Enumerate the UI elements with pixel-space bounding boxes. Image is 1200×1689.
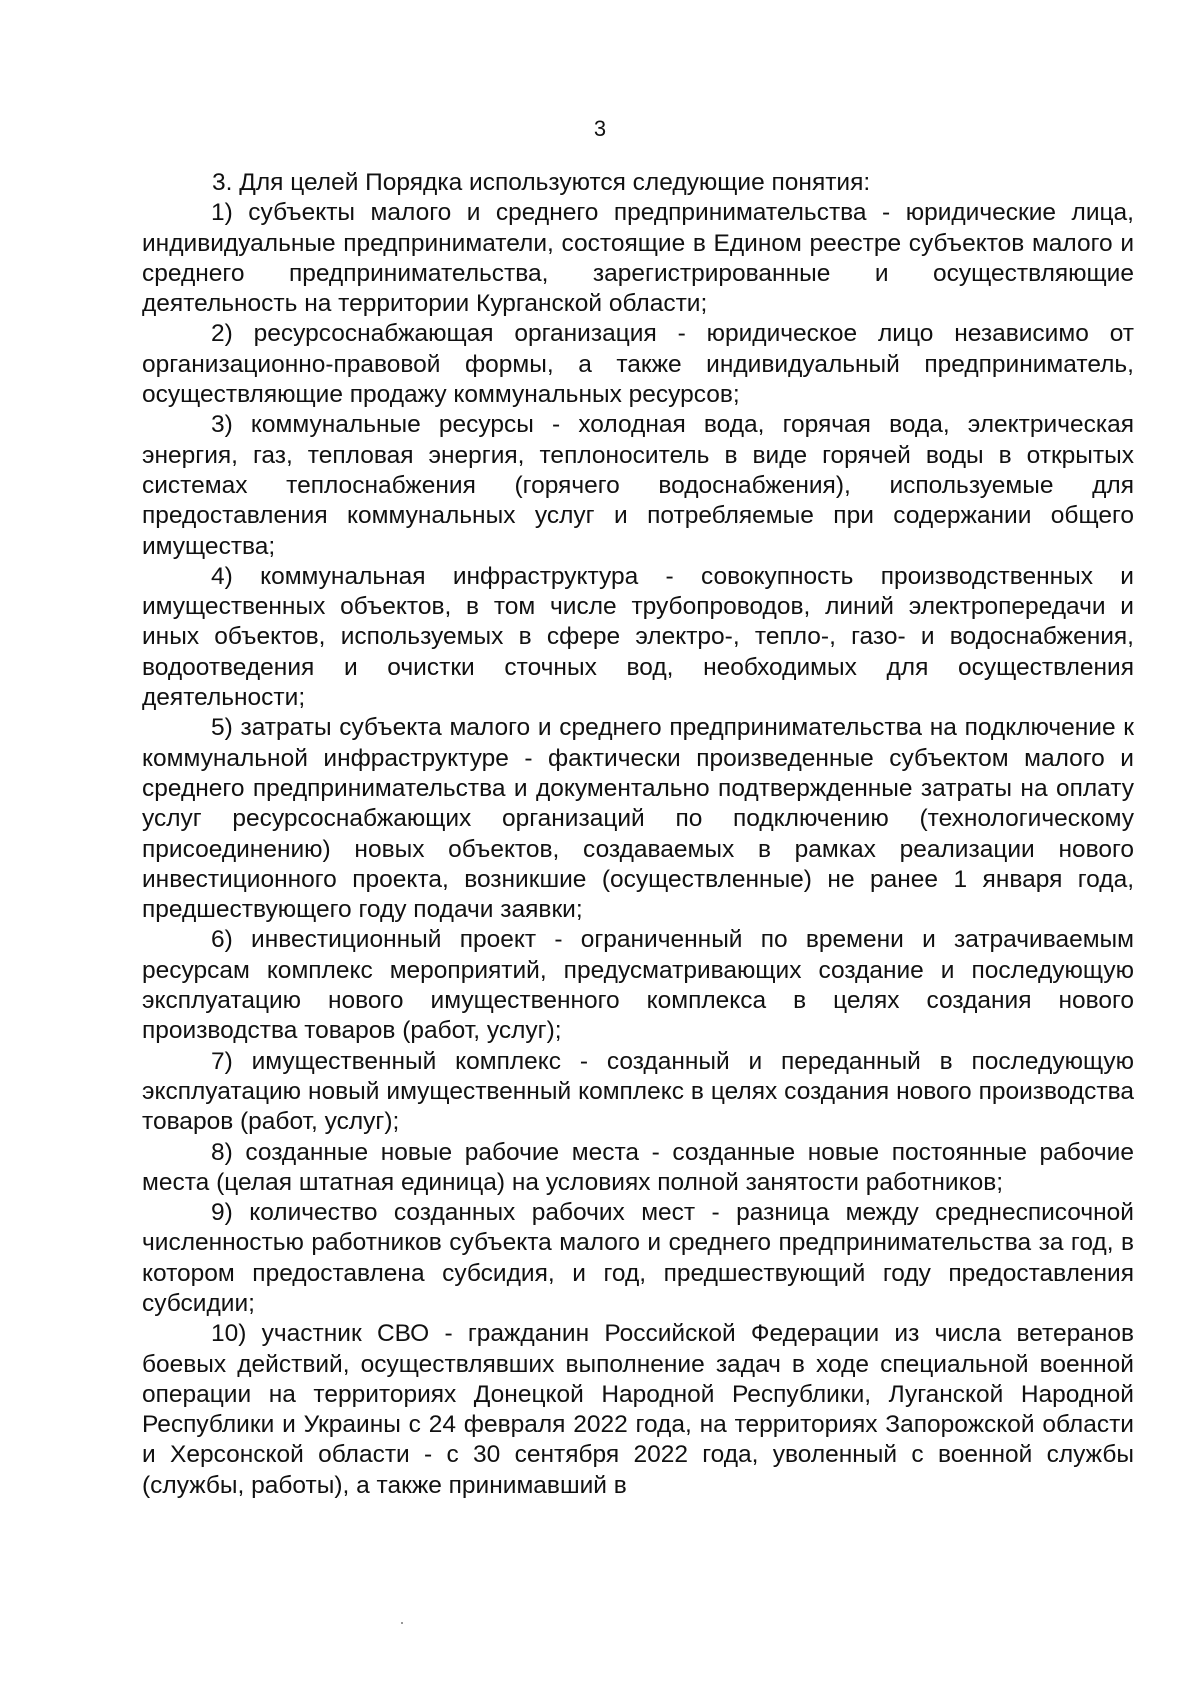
definition-item-8: 8) созданные новые рабочие места - созданные новые постоянные рабочие места (целая штатная единица) на условиях полной занятости работников; xyxy=(142,1138,1134,1196)
definition-item-6: 6) инвестиционный проект - ограниченный по времени и затрачиваемым ресурсам комплекс мероприятий, предусматривающих создание и последующую эксплуатацию нового имущественного комплекса в целях создания нового производства товаров (работ, услуг); xyxy=(142,926,1134,1045)
section-intro: 3. Для целей Порядка используются следующие понятия: xyxy=(212,169,871,196)
scan-speck xyxy=(401,1622,403,1624)
definition-item-2: 2) ресурсоснабжающая организация - юридическое лицо независимо от организационно-правовой формы, а также индивидуальный предприниматель, осуществляющие продажу коммунальных ресурсов; xyxy=(142,320,1134,409)
definition-item-3: 3) коммунальные ресурсы - холодная вода, горячая вода, электрическая энергия, газ, тепловая энергия, теплоноситель в виде горячей воды в открытых системах теплоснабжения (горячего водоснабжения), используемые для предоставления коммунальных услуг и потребляемые при содержании общего имущества; xyxy=(142,411,1134,560)
definition-item-9: 9) количество созданных рабочих мест - разница между среднесписочной численностью работников субъекта малого и среднего предпринимательства за год, в котором предоставлена субсидия, и год, предшествующий году предоставления субсидии; xyxy=(142,1199,1134,1317)
definition-item-1: 1) субъекты малого и среднего предпринимательства - юридические лица, индивидуальные предприниматели, состоящие в Едином реестре субъектов малого и среднего предпринимательства, зарегистрированные и осуществляющие деятельность на территории Курганской области; xyxy=(142,199,1134,318)
definition-item-10: 10) участник СВО - гражданин Российской Федерации из числа ветеранов боевых действий, осуществлявших выполнение задач в ходе специальной военной операции на территориях Донецкой Народной Республики, Луганской Народной Республики и Украины с 24 февраля 2022 года, на территориях Запорожской области и Херсонской области - с 30 сентября 2022 года, уволенный с военной службы (службы, работы), а также принимавший в xyxy=(142,1320,1134,1499)
page-number: 3 xyxy=(593,116,607,141)
definition-item-5: 5) затраты субъекта малого и среднего предпринимательства на подключение к коммунальной инфраструктуре - фактически произведенные субъектом малого и среднего предпринимательства и документально подтвержденные затраты на оплату услуг ресурсоснабжающих организаций по подключению (технологическому присоединению) новых объектов, создаваемых в рамках реализации нового инвестиционного проекта, возникшие (осуществленные) не ранее 1 января года, предшествующего году подачи заявки; xyxy=(142,714,1134,924)
definition-item-4: 4) коммунальная инфраструктура - совокупность производственных и имущественных объектов, в том числе трубопроводов, линий электропередачи и иных объектов, используемых в сфере электро-, тепло-, газо- и водоснабжения, водоотведения и очистки сточных вод, необходимых для осуществления деятельности; xyxy=(142,562,1134,712)
definition-item-7: 7) имущественный комплекс - созданный и переданный в последующую эксплуатацию новый имущественный комплекс в целях создания нового производства товаров (работ, услуг); xyxy=(142,1047,1134,1136)
definitions-section xyxy=(142,168,1134,1501)
